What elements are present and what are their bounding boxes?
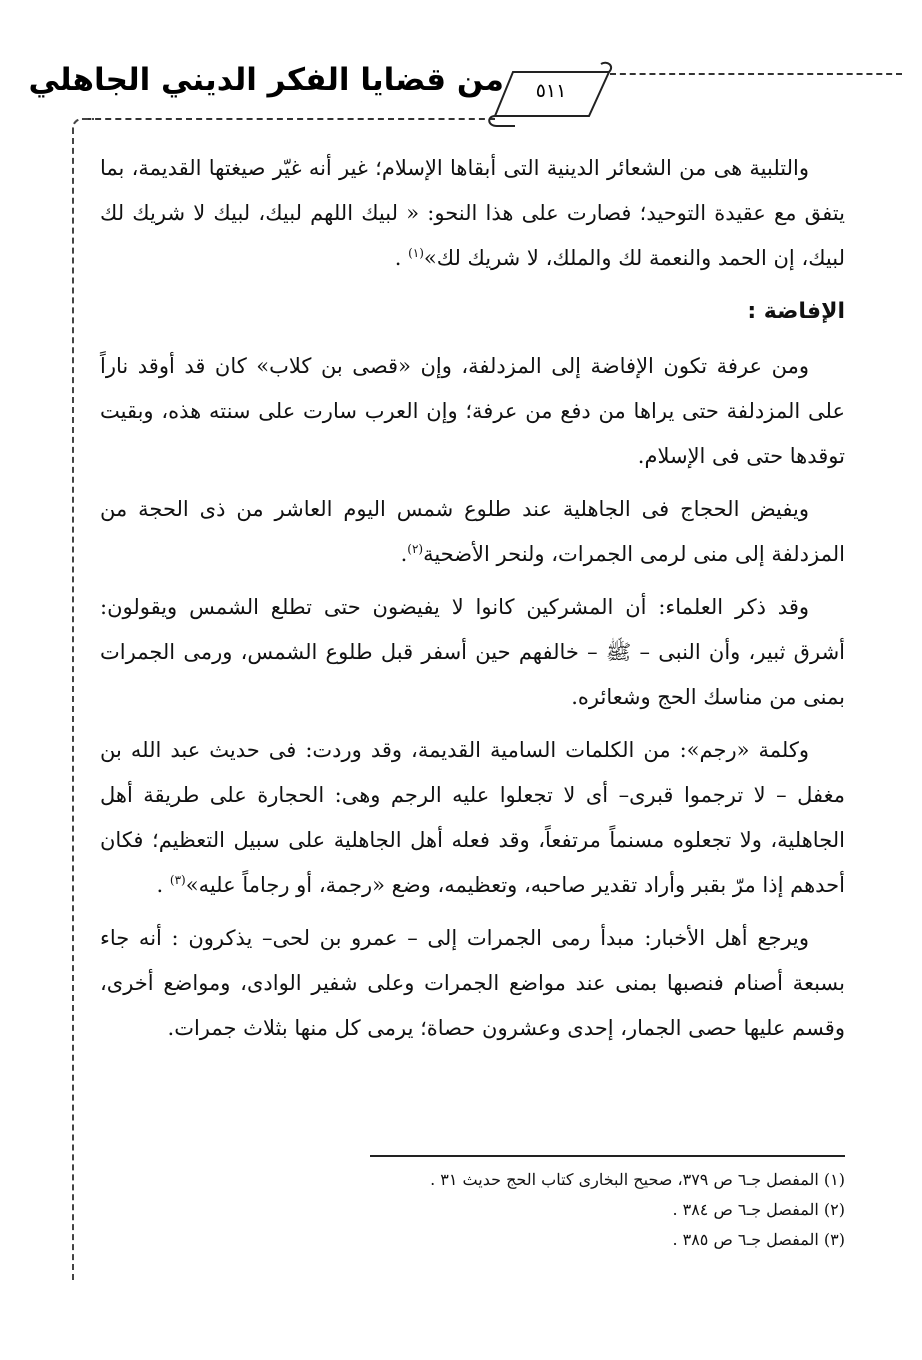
footnote-2: (٢) المفصل جـ٦ ص ٣٨٤ . <box>672 1200 845 1219</box>
section-heading: الإفاضة : <box>747 299 845 324</box>
running-header-title: من قضايا الفكر الديني الجاهلي <box>28 62 504 98</box>
paragraph-end: . <box>400 542 408 566</box>
paragraph-text: وكلمة «رجم»: من الكلمات السامية القديمة، وقد وردت: فى حديث عبد الله بن مغفل – لا ترجموا قبرى– أى لا تجعلوا عليه الرجم وهى: الحجارة على طريقة أهل الجاهلية، ولا تجعلوه مسنماً مرتفعاً، وقد فعله أهل الجاهلية على سبيل التعظيم؛ فكان أحدهم إذا مرّ بقبر وأراد تقدير صاحبه، وتعظيمه، وضع «رجمة، أو رجاماً عليه» <box>100 738 845 897</box>
paragraph-ifada: ومن عرفة تكون الإفاضة إلى المزدلفة، وإن «قصى بن كلاب» كان قد أوقد ناراً على المزدلفة حتى يراها من دفع من عرفة؛ وإن العرب سارت على سنته هذه، وبقيت توقدها حتى فى الإسلام. <box>100 354 845 468</box>
paragraph-akhbar: ويرجع أهل الأخبار: مبدأ رمى الجمرات إلى – عمرو بن لحى– يذكرون : أنه جاء بسبعة أصنام فنصبها بمنى عند مواضع الجمرات وعلى شفير الوادى، ومواضع أخرى، وقسم عليها حصى الجمار، إحدى وعشرون حصاة؛ يرمى كل منها بثلاث جمرات. <box>100 926 845 1040</box>
paragraph-end: . <box>156 873 170 897</box>
footnote-ref-3: (٣) <box>169 873 186 887</box>
paragraph-talbiya <box>100 146 845 281</box>
header-bottom-rule <box>85 118 495 120</box>
page-side-rule <box>72 128 74 1280</box>
footnote-divider <box>370 1155 845 1157</box>
paragraph-ulama: وقد ذكر العلماء: أن المشركين كانوا لا يفيضون حتى تطلع الشمس ويقولون: أشرق ثبير، وأن النبى – ﷺ – خالفهم حين أسفر قبل طلوع الشمس، ورمى الجمرات بمنى من مناسك الحج وشعائره. <box>100 595 845 709</box>
footnotes <box>300 1165 845 1255</box>
footnote-1: (١) المفصل جـ٦ ص ٣٧٩، صحيح البخارى كتاب الحج حديث ٣١ . <box>430 1170 845 1189</box>
footnote-ref-1: (١) <box>408 246 424 260</box>
footnote-ref-2: (٢) <box>407 542 424 556</box>
footnote-3: (٣) المفصل جـ٦ ص ٣٨٥ . <box>672 1230 845 1249</box>
paragraph-hajj <box>100 487 845 577</box>
paragraph-rajm <box>100 728 845 908</box>
paragraph-text: ويفيض الحجاج فى الجاهلية عند طلوع شمس اليوم العاشر من ذى الحجة من المزدلفة إلى منى لرمى الجمرات، ولنحر الأضحية <box>100 497 845 566</box>
main-text <box>100 146 845 1059</box>
frame-corner <box>72 118 94 134</box>
header-top-rule <box>610 73 902 75</box>
page-number: ٥١١ <box>535 80 567 102</box>
paragraph-text: والتلبية هى من الشعائر الدينية التى أبقاها الإسلام؛ غير أنه غيّر صيغتها القديمة، بما يتفق مع عقيدة التوحيد؛ فصارت على هذا النحو: « لبيك اللهم لبيك، لبيك لا شريك لك لبيك، إن الحمد والنعمة لك والملك، لا شريك لك» <box>100 156 845 270</box>
paragraph-end: . <box>394 246 409 270</box>
